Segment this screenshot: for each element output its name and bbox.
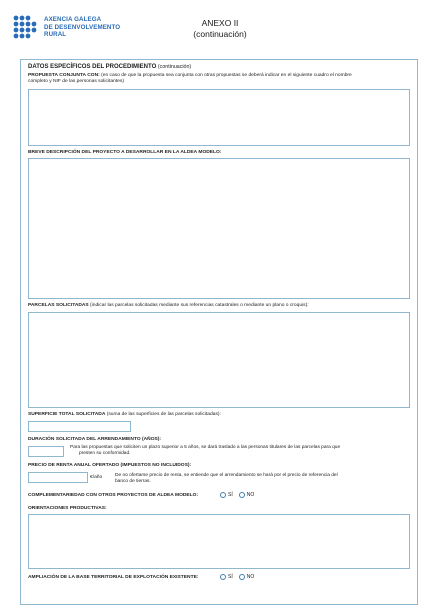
duration-note-line2: presten su conformidad.	[79, 451, 131, 457]
rent-note	[115, 473, 411, 486]
joint-proposal-label	[28, 73, 352, 86]
joint-proposal-label-bold: PROPUESTA CONJUNTA CON:	[28, 73, 100, 78]
complementarity-label: COMPLEMENTARIEDAD CON OTROS PROYECTOS DE ALDEA MODELO:	[28, 493, 199, 498]
agency-name-line3: RURAL	[44, 31, 67, 39]
rent-note-line2: banco de tierras.	[115, 479, 151, 485]
parcels-label-rest: (indicar las parcelas solicitadas mediante sus referencias catastrales o mediante un plano o croquis):	[88, 303, 309, 308]
surface-input[interactable]	[28, 421, 131, 432]
orientations-textarea[interactable]	[28, 514, 410, 569]
duration-input[interactable]	[28, 446, 64, 457]
complementarity-yes-radio[interactable]	[220, 492, 226, 498]
surface-label-rest: (suma de las superficies de las parcelas solicitadas):	[105, 412, 221, 417]
section-title-text: DATOS ESPECÍFICOS DEL PROCEDIMIENTO	[28, 64, 157, 70]
parcels-textarea[interactable]	[28, 312, 410, 408]
surface-label-bold: SUPERFICIE TOTAL SOLICITADA	[28, 412, 106, 417]
parcels-label	[28, 303, 309, 309]
duration-note-line1: Para las propuestas que soliciten un plazo superior a 5 años, se dará traslado a las personas titulares de las parcelas para que	[70, 445, 341, 450]
agency-name-line2: DE DESENVOLVEMENTO	[44, 23, 121, 31]
section-title	[28, 64, 191, 70]
rent-input[interactable]	[28, 472, 88, 483]
annex-subtitle: (continuación)	[193, 29, 247, 39]
parcels-label-bold: PARCELAS SOLICITADAS	[28, 303, 89, 308]
agency-logo	[12, 12, 132, 52]
duration-note	[70, 445, 340, 458]
complementarity-no-radio[interactable]	[239, 492, 245, 498]
rent-unit: €/año	[90, 475, 103, 480]
rent-label	[28, 463, 191, 469]
expansion-no-radio[interactable]	[239, 574, 245, 580]
rent-note-line1: De no ofertarse precio de renta, se entiende que el arrendamiento se hará por el precio de referencia del	[115, 473, 338, 478]
joint-proposal-label-line2: completo y NIF de las personas solicitantes)	[28, 79, 124, 85]
agency-name-line1: AXENCIA GALEGA	[44, 16, 102, 23]
agency-name	[44, 16, 120, 39]
joint-proposal-textarea[interactable]	[28, 89, 410, 146]
expansion-options	[220, 574, 260, 580]
joint-proposal-label-line1: (en caso de que la propuesta sea conjunta con otras propuestas se deberá indicar en el siguiente cuadro el nombre	[99, 73, 352, 78]
section-title-sub: (continuación)	[157, 64, 192, 70]
rent-label-rest: (IMPUESTOS NO INCLUIDOS):	[119, 463, 192, 468]
agency-emblem-icon	[12, 14, 40, 42]
description-label: BREVE DESCRIPCIÓN DEL PROYECTO A DESARROLLAR EN LA ALDEA MODELO:	[28, 150, 222, 155]
expansion-yes-radio[interactable]	[220, 574, 226, 580]
expansion-label: AMPLIACIÓN DE LA BASE TERRITORIAL DE EXPLOTACIÓN EXISTENTE:	[28, 575, 199, 580]
expansion-no-label: NO	[246, 574, 255, 580]
orientations-label: ORIENTACIONES PRODUCTIVAS:	[28, 506, 107, 511]
duration-label: DURACIÓN SOLICITADA DEL ARRENDAMIENTO (AÑOS):	[28, 437, 162, 442]
complementarity-no-label: NO	[246, 492, 255, 498]
annex-heading	[150, 18, 290, 40]
surface-label	[28, 412, 221, 418]
complementarity-options	[220, 492, 260, 498]
rent-label-bold: PRECIO DE RENTA ANUAL OFERTADO	[28, 463, 120, 468]
annex-title: ANEXO II	[201, 18, 239, 28]
description-textarea[interactable]	[28, 158, 410, 299]
expansion-yes-label: SÍ	[228, 574, 233, 580]
complementarity-yes-label: SÍ	[228, 492, 233, 498]
